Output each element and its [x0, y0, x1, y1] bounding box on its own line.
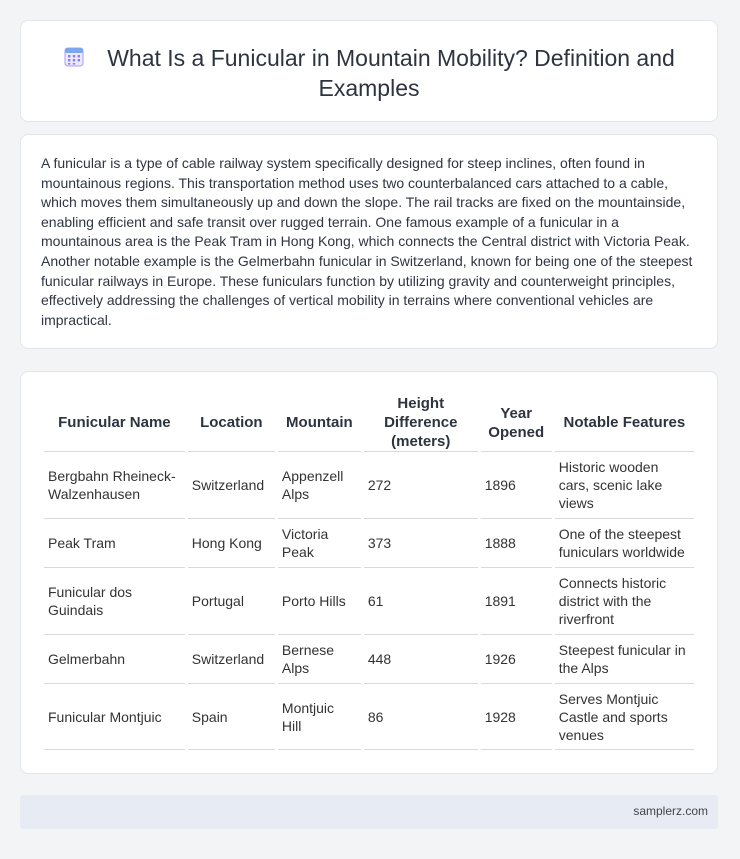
cell-features: Connects historic district with the riverfront [555, 567, 694, 634]
cell-name: Gelmerbahn [44, 634, 185, 683]
cell-location: Hong Kong [188, 518, 275, 567]
table-row [44, 634, 694, 683]
header-mountain: Mountain [286, 414, 353, 431]
cell-year: 1896 [481, 451, 552, 518]
table-row [44, 683, 694, 750]
header-year-opened: Year Opened [488, 404, 545, 441]
table-row [44, 567, 694, 634]
cell-mountain: Bernese Alps [278, 634, 361, 683]
cell-year: 1888 [481, 518, 552, 567]
cell-features: Steepest funicular in the Alps [555, 634, 694, 683]
table-row [44, 451, 694, 518]
intro-card [20, 134, 718, 349]
cell-name: Funicular Montjuic [44, 683, 185, 750]
funicular-table [41, 394, 697, 750]
header-height-difference: Height Difference (meters) [384, 395, 458, 450]
cell-height: 61 [364, 567, 478, 634]
cell-height: 272 [364, 451, 478, 518]
intro-paragraph: A funicular is a type of cable railway system specifically designed for steep inclines, often found in mountainous regions. This transportation method uses two counterbalanced cars attached to a cable, which moves them simultaneously up and down the slope. The rail tracks are fixed on the mountainside, enabling efficient and safe transit over rugged terrain. One famous example of a funicular in a mountainous area is the Peak Tram in Hong Kong, which connects the Central district with Victoria Peak. Another notable example is the Gelmerbahn funicular in Switzerland, known for being one of the steepest funicular railways in Europe. These funiculars function by utilizing gravity and counterweight principles, effectively addressing the challenges of vertical mobility in terrains where conventional vehicles are impractical. [41, 155, 693, 328]
cell-location: Portugal [188, 567, 275, 634]
cell-height: 86 [364, 683, 478, 750]
page-title: What Is a Funicular in Mountain Mobility? Definition and Examples [107, 45, 675, 101]
cell-mountain: Porto Hills [278, 567, 361, 634]
header-notable-features: Notable Features [563, 414, 686, 431]
table-header-row [44, 394, 694, 451]
cell-name: Funicular dos Guindais [44, 567, 185, 634]
cell-mountain: Appenzell Alps [278, 451, 361, 518]
calendar-grid-icon [63, 45, 85, 67]
cell-year: 1928 [481, 683, 552, 750]
cell-height: 373 [364, 518, 478, 567]
cell-location: Switzerland [188, 634, 275, 683]
page-title-wrap [41, 43, 697, 103]
cell-mountain: Victoria Peak [278, 518, 361, 567]
cell-location: Switzerland [188, 451, 275, 518]
footer-site-link[interactable]: samplerz.com [633, 804, 708, 818]
cell-height: 448 [364, 634, 478, 683]
table-card [20, 371, 718, 774]
table-row [44, 518, 694, 567]
cell-name: Bergbahn Rheineck-Walzenhausen [44, 451, 185, 518]
cell-year: 1891 [481, 567, 552, 634]
header-location: Location [200, 414, 263, 431]
cell-name: Peak Tram [44, 518, 185, 567]
header-funicular-name: Funicular Name [58, 414, 171, 431]
title-card [20, 20, 718, 122]
cell-features: Historic wooden cars, scenic lake views [555, 451, 694, 518]
cell-features: Serves Montjuic Castle and sports venues [555, 683, 694, 750]
cell-features: One of the steepest funiculars worldwide [555, 518, 694, 567]
footer-bar [20, 795, 718, 829]
cell-mountain: Montjuic Hill [278, 683, 361, 750]
cell-location: Spain [188, 683, 275, 750]
cell-year: 1926 [481, 634, 552, 683]
